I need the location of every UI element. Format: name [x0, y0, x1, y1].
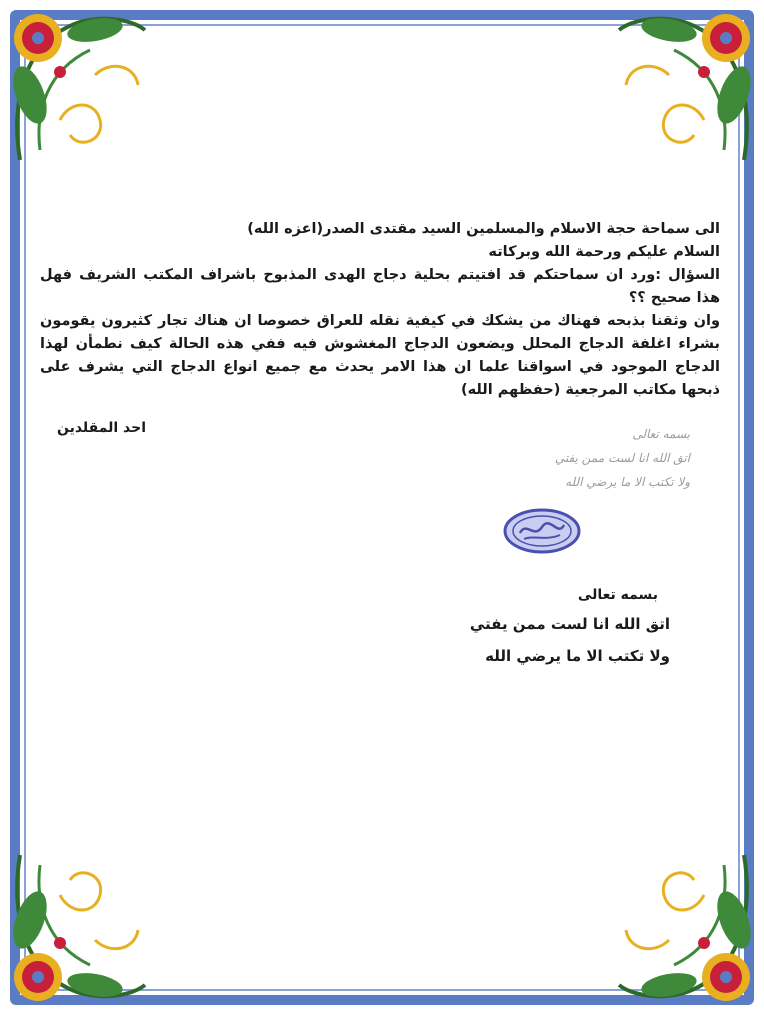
- official-seal-icon: [502, 507, 582, 555]
- corner-ornament-bottom-right: [614, 840, 764, 1015]
- answer-line: اتق الله انا لست ممن يفتي: [469, 615, 670, 633]
- letter-body: وان وثقنا بذبحه فهناك من يشكك في كيفية نقله للعراق خصوصا ان هناك تجار كثيرون يقومون بشراء اغلفة الدجاج المحلل ويضعون الدجاج المغشوش فيه ففي هذه الحالة كيف نطمأن لهذا الدجاج الموجود في اسواقنا علما ان هذا الامر يحدث مع جميع انواع الدجاج التي يشرف على ذبحها مكاتب المرجعية (حفظهم الله): [40, 313, 720, 398]
- answer-line: ولا تكتب الا ما يرضي الله: [485, 647, 670, 665]
- handwritten-line: بسمه تعالى: [632, 427, 690, 441]
- corner-ornament-top-right: [614, 0, 764, 175]
- answer-title: بسمه تعالى: [577, 587, 658, 603]
- letter-greeting: السلام عليكم ورحمة الله وبركاته: [488, 244, 720, 260]
- handwritten-line: ولا تكتب الا ما يرضي الله: [565, 475, 690, 489]
- letter-signature: احد المقلدين: [56, 420, 146, 436]
- handwritten-line: اتق الله انا لست ممن يفتي: [554, 451, 690, 465]
- letter-question: السؤال :ورد ان سماحتكم قد افتيتم بحلية دجاج الهدى المذبوح باشراف المكتب الشريف فهل هذا صحيح ؟؟: [40, 267, 720, 306]
- answer-block: [380, 582, 670, 672]
- handwritten-reply: [470, 422, 690, 494]
- corner-ornament-bottom-left: [0, 840, 150, 1015]
- corner-ornament-top-left: [0, 0, 150, 175]
- letter-addressee: الى سماحة حجة الاسلام والمسلمين السيد مقتدى الصدر(اعزه الله): [247, 221, 720, 237]
- letter-text: [40, 218, 720, 402]
